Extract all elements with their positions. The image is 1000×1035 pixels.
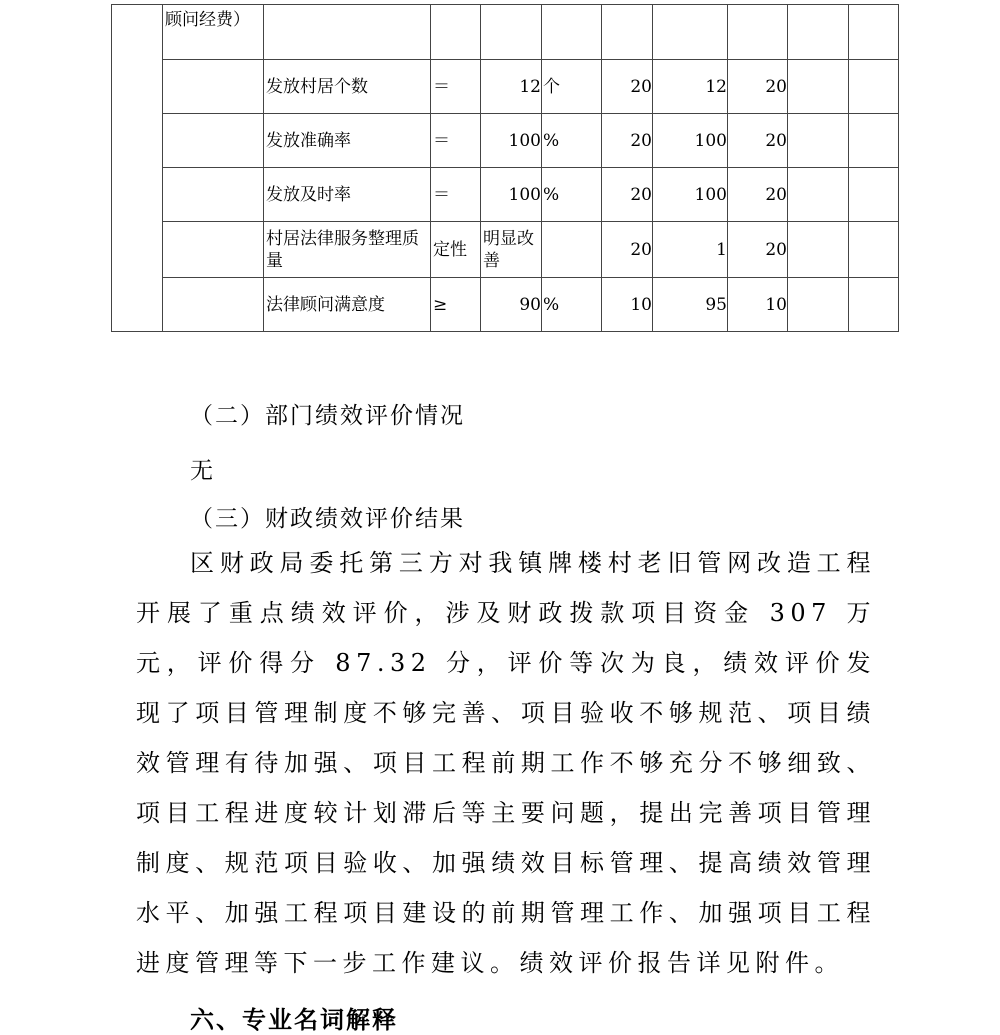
indicator-name: 发放准确率 (264, 114, 431, 168)
table-cell (264, 5, 431, 60)
unit: % (542, 168, 602, 222)
table-cell (163, 168, 264, 222)
table-cell (602, 5, 653, 60)
unit: % (542, 278, 602, 332)
table-cell (788, 278, 849, 332)
target-value: 明显改善 (481, 222, 542, 278)
table-cell (849, 60, 899, 114)
weight: 20 (602, 222, 653, 278)
operator: ＝ (431, 60, 481, 114)
actual-value: 12 (653, 60, 728, 114)
table-cell (849, 222, 899, 278)
table-cell (788, 222, 849, 278)
operator: ＝ (431, 168, 481, 222)
table-cell (849, 278, 899, 332)
table-cell (788, 114, 849, 168)
table-cell (163, 222, 264, 278)
operator: 定性 (431, 222, 481, 278)
table-cell-label: 顾问经费） (163, 5, 264, 60)
table-row (112, 60, 899, 114)
target-value: 100 (481, 114, 542, 168)
performance-table-wrap (111, 4, 899, 332)
unit: % (542, 114, 602, 168)
weight: 20 (602, 114, 653, 168)
section-heading-department-evaluation: （二）部门绩效评价情况 (190, 403, 465, 429)
target-value: 100 (481, 168, 542, 222)
table-cell (163, 278, 264, 332)
section-heading-finance-evaluation: （三）财政绩效评价结果 (190, 506, 465, 532)
target-value: 12 (481, 60, 542, 114)
section-content-none: 无 (190, 458, 213, 484)
table-cell (849, 168, 899, 222)
score: 20 (728, 60, 788, 114)
weight: 20 (602, 168, 653, 222)
table-cell (849, 114, 899, 168)
table-cell (481, 5, 542, 60)
table-cell (788, 168, 849, 222)
score: 20 (728, 222, 788, 278)
table-cell (163, 60, 264, 114)
chapter-heading-glossary: 六、专业名词解释 (190, 1005, 398, 1034)
unit (542, 222, 602, 278)
actual-value: 100 (653, 168, 728, 222)
actual-value: 95 (653, 278, 728, 332)
unit: 个 (542, 60, 602, 114)
table-row (112, 5, 899, 60)
table-cell (728, 5, 788, 60)
indicator-name: 法律顾问满意度 (264, 278, 431, 332)
table-cell (542, 5, 602, 60)
weight: 10 (602, 278, 653, 332)
table-row (112, 222, 899, 278)
actual-value: 100 (653, 114, 728, 168)
score: 20 (728, 114, 788, 168)
indicator-name: 发放及时率 (264, 168, 431, 222)
table-cell (112, 5, 163, 332)
table-cell (163, 114, 264, 168)
operator: ＝ (431, 114, 481, 168)
performance-table (111, 4, 899, 332)
finance-evaluation-paragraph: 区财政局委托第三方对我镇牌楼村老旧管网改造工程开展了重点绩效评价，涉及财政拨款项目资金 307 万元，评价得分 87.32 分，评价等次为良，绩效评价发现了项目管理制度不够完善、项目验收不够规范、项目绩效管理有待加强、项目工程前期工作不够充分不够细致、项目工程进度较计划滞后等主要问题，提出完善项目管理制度、规范项目验收、加强绩效目标管理、提高绩效管理水平、加强工程项目建设的前期管理工作、加强项目工程进度管理等下一步工作建议。绩效评价报告详见附件。 (136, 549, 876, 977)
table-row (112, 114, 899, 168)
score: 20 (728, 168, 788, 222)
table-row (112, 278, 899, 332)
table-cell (788, 60, 849, 114)
table-cell (653, 5, 728, 60)
target-value: 90 (481, 278, 542, 332)
score: 10 (728, 278, 788, 332)
weight: 20 (602, 60, 653, 114)
table-cell (431, 5, 481, 60)
indicator-name: 发放村居个数 (264, 60, 431, 114)
indicator-name: 村居法律服务整理质量 (264, 222, 431, 278)
actual-value: 1 (653, 222, 728, 278)
table-cell (849, 5, 899, 60)
operator: ≥ (431, 278, 481, 332)
table-cell (788, 5, 849, 60)
table-row (112, 168, 899, 222)
